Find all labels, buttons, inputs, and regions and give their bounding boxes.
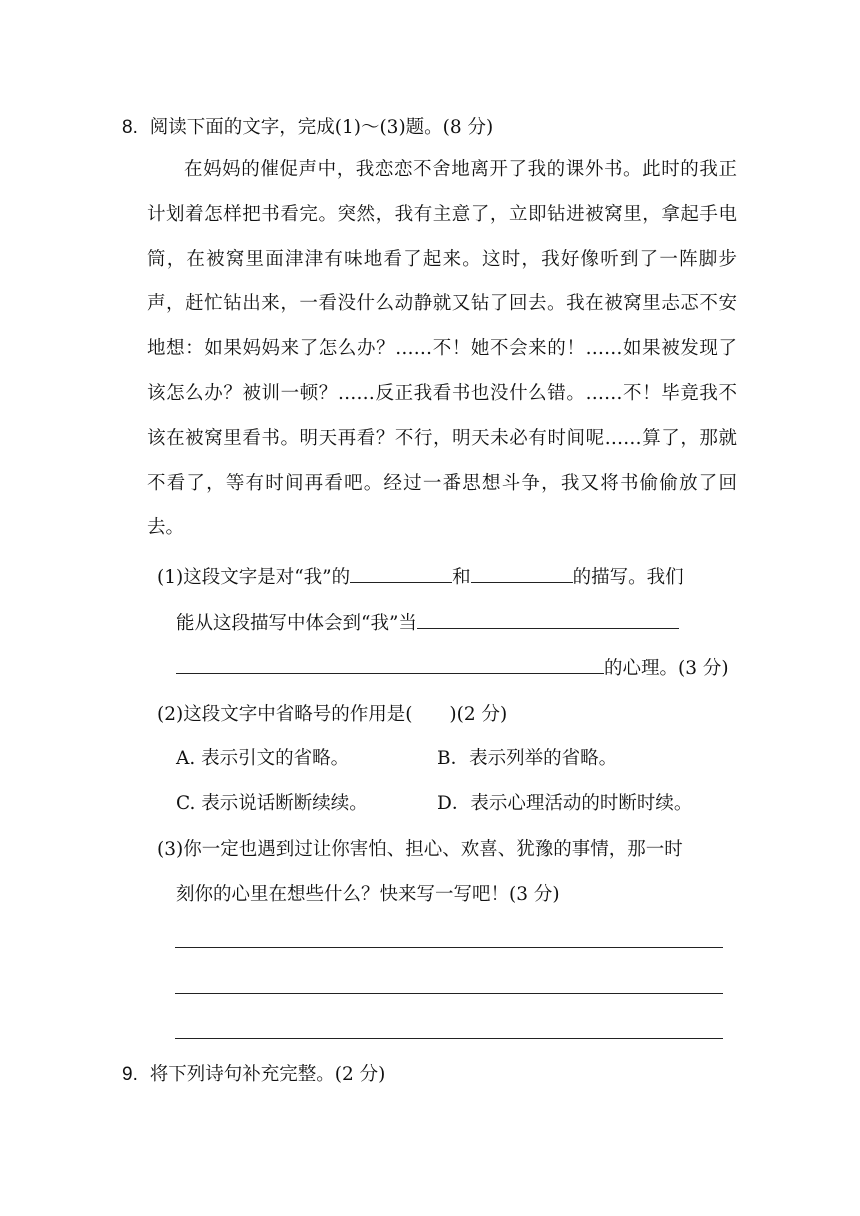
q8-sub1-line3 <box>176 657 729 681</box>
q8-sub1-blank-1[interactable] <box>350 581 452 583</box>
q9-header <box>122 1063 385 1087</box>
q8-sub2-option-c: C. 表示说话断断续续。 <box>176 793 368 814</box>
q8-sub3-line1: (3)你一定也遇到过让你害怕、担心、欢喜、犹豫的事情，那一时 <box>157 839 683 860</box>
q8-sub1-line2 <box>176 612 679 636</box>
q8-sub1-line1 <box>157 566 684 590</box>
q8-sub1-blank-3[interactable] <box>417 627 679 629</box>
q8-sub1-blank-4[interactable] <box>176 672 604 674</box>
q8-sub1-part-b: 和 <box>452 567 471 588</box>
q8-sub1-part-a: (1)这段文字是对“我”的 <box>157 567 351 588</box>
q9-prompt: 将下列诗句补充完整。(2 分) <box>149 1064 386 1085</box>
q8-sub2-option-b: B．表示列举的省略。 <box>437 748 618 769</box>
q8-sub2-stem: (2)这段文字中省略号的作用是( )(2 分) <box>157 704 508 725</box>
q8-sub1-line2-text: 能从这段描写中体会到“我”当 <box>176 613 417 634</box>
q8-passage: 在妈妈的催促声中，我恋恋不舍地离开了我的课外书。此时的我正计划着怎样把书看完。突然，我有主意了，立即钻进被窝里，拿起手电筒，在被窝里面津津有味地看了起来。这时，我好像听到了一阵脚步声，赶忙钻出来，一看没什么动静就又钻了回去。我在被窝里忐忑不安地想：如果妈妈来了怎么办？……不！她不会来的！……如果被发现了该怎么办？被训一顿？……反正我看书也没什么错。……不！毕竟我不该在被窝里看书。明天再看？不行，明天未必有时间呢……算了，那就不看了，等有时间再看吧。经过一番思想斗争，我又将书偷偷放了回去。 <box>147 159 737 539</box>
q8-sub2-option-a: A. 表示引文的省略。 <box>176 748 350 769</box>
q8-sub1-line3-end: 的心理。(3 分) <box>604 658 729 679</box>
q8-sub1-blank-2[interactable] <box>471 581 573 583</box>
q8-sub2-option-d: D．表示心理活动的时断时续。 <box>437 793 693 814</box>
q8-number: 8. <box>122 117 138 138</box>
q8-sub3-answer-line-1[interactable] <box>175 947 723 948</box>
q8-prompt: 阅读下面的文字，完成(1)～(3)题。(8 分) <box>149 117 494 138</box>
q8-header <box>122 116 493 140</box>
q8-sub3-line2: 刻你的心里在想些什么？快来写一写吧！(3 分) <box>176 884 560 905</box>
q8-sub1-part-c: 的描写。我们 <box>572 567 684 588</box>
q9-number: 9. <box>122 1064 138 1085</box>
q8-sub3-answer-line-3[interactable] <box>175 1038 723 1039</box>
q8-sub3-answer-line-2[interactable] <box>175 993 723 994</box>
